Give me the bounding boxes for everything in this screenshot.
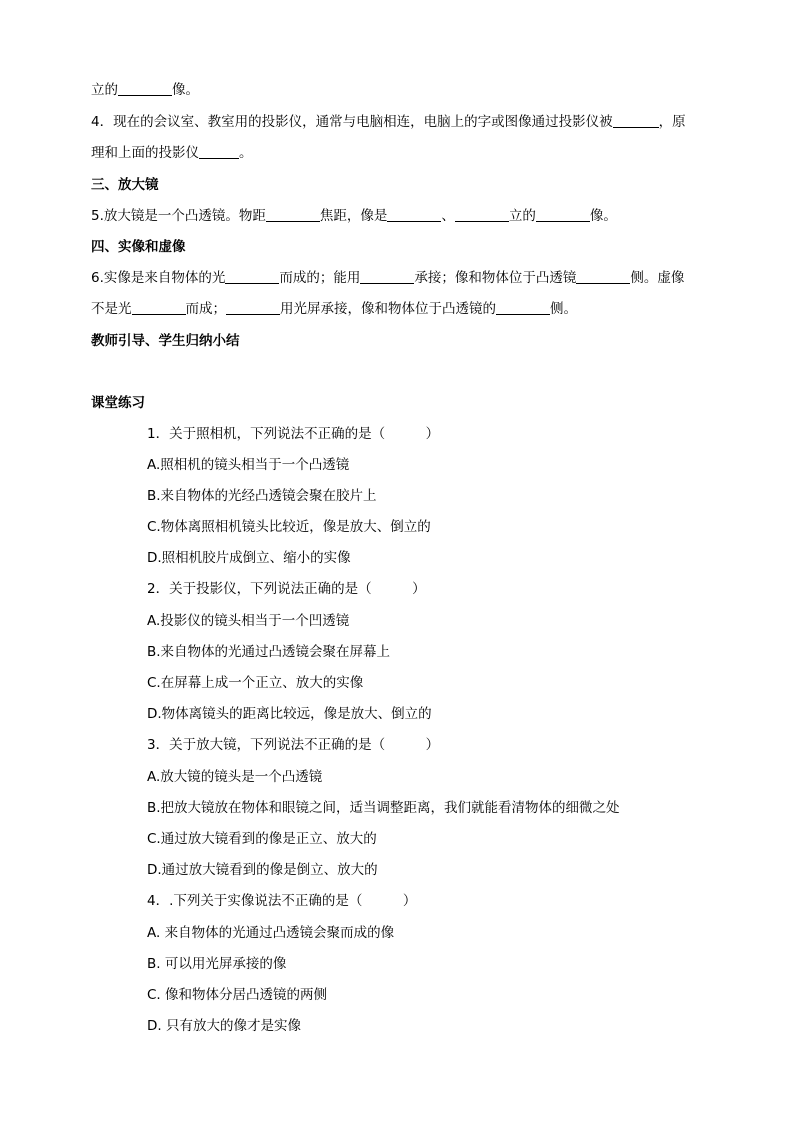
text: 6.实像是来自物体的光 [91, 270, 226, 286]
question-2-option-a[interactable]: A.投影仪的镜头相当于一个凹透镜 [147, 613, 350, 629]
question-4-option-c[interactable]: C. 像和物体分居凸透镜的两侧 [147, 987, 328, 1003]
exercise-heading: 课堂练习 [91, 395, 145, 411]
fill-line-1 [91, 80, 199, 100]
summary-heading: 教师引导、学生归纳小结 [91, 333, 240, 349]
answer-blank[interactable] [496, 300, 550, 315]
text: 侧。 [550, 301, 577, 317]
question-4-option-a[interactable]: A. 来自物体的光通过凸透镜会聚而成的像 [147, 925, 395, 941]
text: 4．现在的会议室、教室用的投影仪，通常与电脑相连，电脑上的字或图像通过投影仪被 [91, 114, 613, 130]
text: 焦距，像是 [319, 208, 388, 224]
question-4-option-b[interactable]: B. 可以用光屏承接的像 [147, 956, 287, 972]
answer-blank[interactable] [536, 207, 590, 222]
question-4-option-d[interactable]: D. 只有放大的像才是实像 [147, 1018, 301, 1034]
question-3-stem: 3．关于放大镜，下列说法不正确的是（ ） [147, 737, 440, 753]
fill-line-6-cont [91, 299, 577, 319]
question-2-option-b[interactable]: B.来自物体的光通过凸透镜会聚在屏幕上 [147, 644, 391, 660]
text: 。 [239, 145, 253, 161]
answer-blank[interactable] [455, 207, 509, 222]
question-3-option-c[interactable]: C.通过放大镜看到的像是正立、放大的 [147, 831, 377, 847]
answer-blank[interactable] [225, 269, 279, 284]
question-4-stem: 4．.下列关于实像说法不正确的是（ ） [147, 893, 417, 909]
text: 不是光 [91, 301, 132, 317]
question-3-option-a[interactable]: A.放大镜的镜头是一个凸透镜 [147, 769, 323, 785]
text: 像。 [589, 208, 617, 224]
text: 侧。虚像 [630, 270, 685, 286]
answer-blank[interactable] [613, 113, 659, 128]
fill-line-4 [91, 112, 686, 132]
question-3-option-d[interactable]: D.通过放大镜看到的像是倒立、放大的 [147, 862, 378, 878]
text: 5.放大镜是一个凸透镜。物距 [91, 208, 266, 224]
text: 承接；像和物体位于凸透镜 [414, 270, 577, 286]
answer-blank[interactable] [387, 207, 441, 222]
text: ，原 [658, 114, 686, 130]
question-1-option-b[interactable]: B.来自物体的光经凸透镜会聚在胶片上 [147, 488, 377, 504]
question-2-option-c[interactable]: C.在屏幕上成一个正立、放大的实像 [147, 675, 364, 691]
fill-line-4-cont [91, 143, 253, 163]
answer-blank[interactable] [118, 81, 172, 96]
fill-line-6 [91, 268, 684, 288]
answer-blank[interactable] [360, 269, 414, 284]
section-heading-magnifier: 三、放大镜 [91, 177, 159, 193]
answer-blank[interactable] [576, 269, 630, 284]
text: 像。 [172, 82, 199, 98]
text: 立的 [508, 208, 536, 224]
text: 、 [441, 208, 455, 224]
answer-blank[interactable] [132, 300, 186, 315]
answer-blank[interactable] [226, 300, 280, 315]
question-2-stem: 2．关于投影仪，下列说法正确的是（ ） [147, 581, 426, 597]
section-heading-real-virtual: 四、实像和虚像 [91, 239, 186, 255]
question-1-stem: 1．关于照相机，下列说法不正确的是（ ） [147, 426, 440, 442]
question-2-option-d[interactable]: D.物体离镜头的距离比较远，像是放大、倒立的 [147, 706, 432, 722]
question-1-option-a[interactable]: A.照相机的镜头相当于一个凸透镜 [147, 457, 350, 473]
text: 而成； [185, 301, 226, 317]
answer-blank[interactable] [199, 144, 239, 159]
answer-blank[interactable] [266, 207, 320, 222]
text: 理和上面的投影仪 [91, 145, 199, 161]
question-1-option-c[interactable]: C.物体离照相机镜头比较近，像是放大、倒立的 [147, 519, 431, 535]
question-1-option-d[interactable]: D.照相机胶片成倒立、缩小的实像 [147, 550, 351, 566]
fill-line-5 [91, 206, 617, 226]
text: 立的 [91, 82, 118, 98]
question-3-option-b[interactable]: B.把放大镜放在物体和眼镜之间，适当调整距离，我们就能看清物体的细微之处 [147, 800, 620, 816]
text: 用光屏承接，像和物体位于凸透镜的 [280, 301, 496, 317]
text: 而成的；能用 [279, 270, 361, 286]
